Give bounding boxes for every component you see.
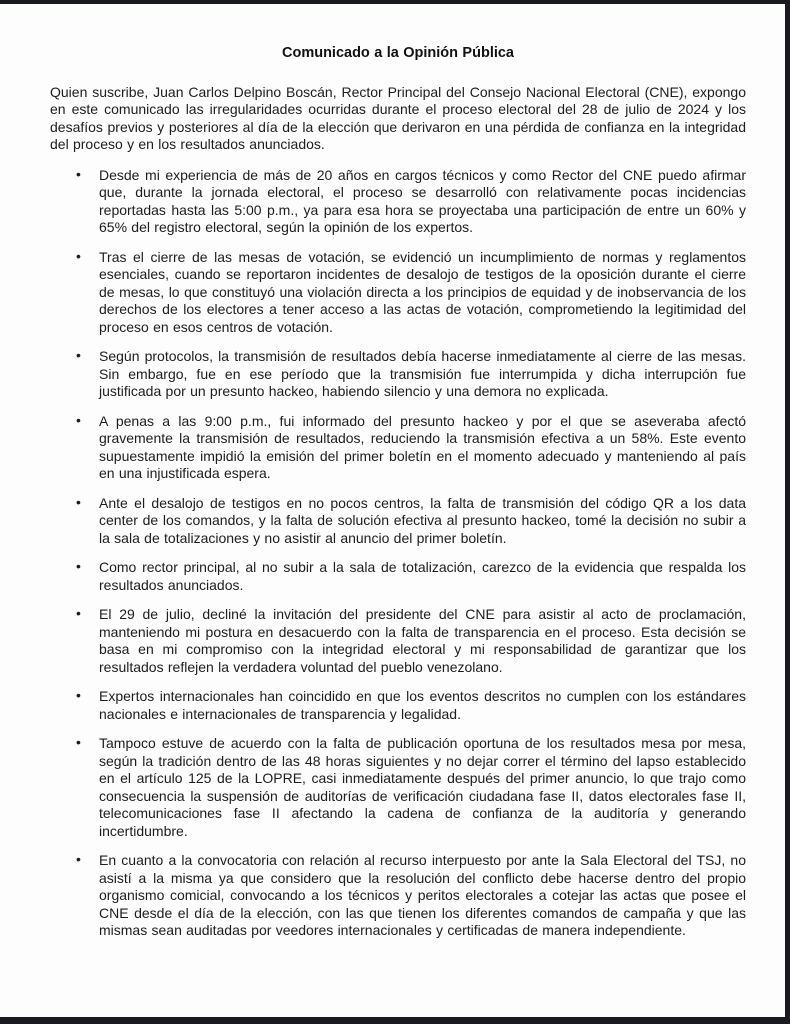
bullet-text: Tampoco estuve de acuerdo con la falta de publicación oportuna de los resultados mesa por mesa, según la tradición dentro de las 48 horas siguientes y no dejar correr el término del lapso establecido en el artículo 125 de la LOPRE, casi inmediatamente después del primer anuncio, lo que trajo como consecuencia la suspensión de auditorías de verificación ciudadana fase II, datos electorales fase II, telecomunicaciones fase II afectando la cadena de confianza de la auditoría y generando incertidumbre. [99,735,746,839]
bullet-dot-icon: • [76,558,81,574]
bullet-item [50,249,746,337]
intro-paragraph: Quien suscribe, Juan Carlos Delpino Boscán, Rector Principal del Consejo Nacional Electoral (CNE), expongo en este comunicado las irregularidades ocurridas durante el proceso electoral del 28 de julio de 2024 y los desafíos previos y posteriores al día de la elección que derivaron en una pérdida de confianza en la integridad del proceso y en los resultados anunciados. [50,83,746,152]
bullet-text: En cuanto a la convocatoria con relación al recurso interpuesto por ante la Sala Electoral del TSJ, no asistí a la misma ya que considero que la resolución del conflicto debe hacerse dentro del propio organismo comicial, convocando a los técnicos y peritos electorales a cotejar las actas que posee el CNE desde el día de la elección, con las que tienen los diferentes comandos de campaña y que las mismas sean auditadas por veedores internacionales y certificadas de manera independiente. [99,852,746,938]
bullet-text: Desde mi experiencia de más de 20 años en cargos técnicos y como Rector del CNE puedo afirmar que, durante la jornada electoral, el proceso se desarrolló con relativamente pocas incidencias reportadas hasta las 5:00 p.m., ya para esa hora se proyectaba una participación de entre un 60% y 65% del registro electoral, según la opinión de los expertos. [99,166,746,235]
bullet-item [50,167,746,237]
document-title: Comunicado a la Opinión Pública [281,45,514,61]
bullet-text: Tras el cierre de las mesas de votación, se evidenció un incumplimiento de normas y reglamentos esenciales, cuando se reportaron incidentes de desalojo de testigos de la oposición durante el cierre de mesas, lo que constituyó una violación directa a los principios de equidad y de inobservancia de los derechos de los electores a tener acceso a las actas de votación, comprometiendo la legitimidad del proceso en esos centros de votación. [99,248,746,335]
bullet-text: Como rector principal, al no subir a la sala de totalización, carezco de la evidencia que respalda los resultados anunciados. [99,559,746,593]
bullet-dot-icon: • [76,851,81,867]
bullet-text: Según protocolos, la transmisión de resultados debía hacerse inmediatamente al cierre de las mesas. Sin embargo, fue en ese período que la transmisión fue interrumpida y dicha interrupción fue justificada por un presunto hackeo, habiendo silencio y una demora no explicada. [99,348,746,399]
bullet-item [50,735,746,840]
bullet-item [50,606,746,676]
bullet-text: Ante el desalojo de testigos en no pocos centros, la falta de transmisión del código QR a los data center de los comandos, y la falta de solución efectiva al presunto hackeo, tomé la decisión no subir a la sala de totalizaciones y no asistir al anuncio del primer boletín. [99,494,746,546]
bullet-dot-icon: • [76,347,81,363]
bullet-dot-icon: • [76,493,81,510]
bullet-dot-icon: • [76,165,81,182]
bullet-item [50,413,746,483]
bullet-item [50,348,746,401]
bullet-text: El 29 de julio, decliné la invitación del presidente del CNE para asistir al acto de proclamación, manteniendo mi postura en desacuerdo con la falta de transparencia en el proceso. Esta decisión se basa en mi compromiso con la integridad electoral y mi responsabilidad de garantizar que los resultados reflejen la verdadera voluntad del pueblo venezolano. [99,606,746,675]
bullet-text: A penas a las 9:00 p.m., fui informado del presunto hackeo y por el que se aseveraba afectó gravemente la transmisión de resultados, reduciendo la transmisión efectiva a un 58%. Este evento supuestamente impidió la emisión del primer boletín en el momento adecuado y manteniendo al país en una injustificada espera. [99,412,746,481]
bullet-dot-icon: • [76,605,81,621]
bullet-dot-icon: • [76,734,81,750]
bullet-list [50,167,746,940]
bullet-item [50,688,746,723]
bullet-dot-icon: • [76,411,81,428]
bullet-dot-icon: • [76,247,81,264]
bullet-item [50,852,746,940]
bullet-item [50,559,746,594]
scan-edge-bottom [0,1017,790,1024]
bullet-item [50,495,746,548]
bullet-dot-icon: • [76,687,81,703]
bullet-text: Expertos internacionales han coincidido en que los eventos descritos no cumplen con los estándares nacionales e internacionales de transparencia y legalidad. [99,688,746,722]
